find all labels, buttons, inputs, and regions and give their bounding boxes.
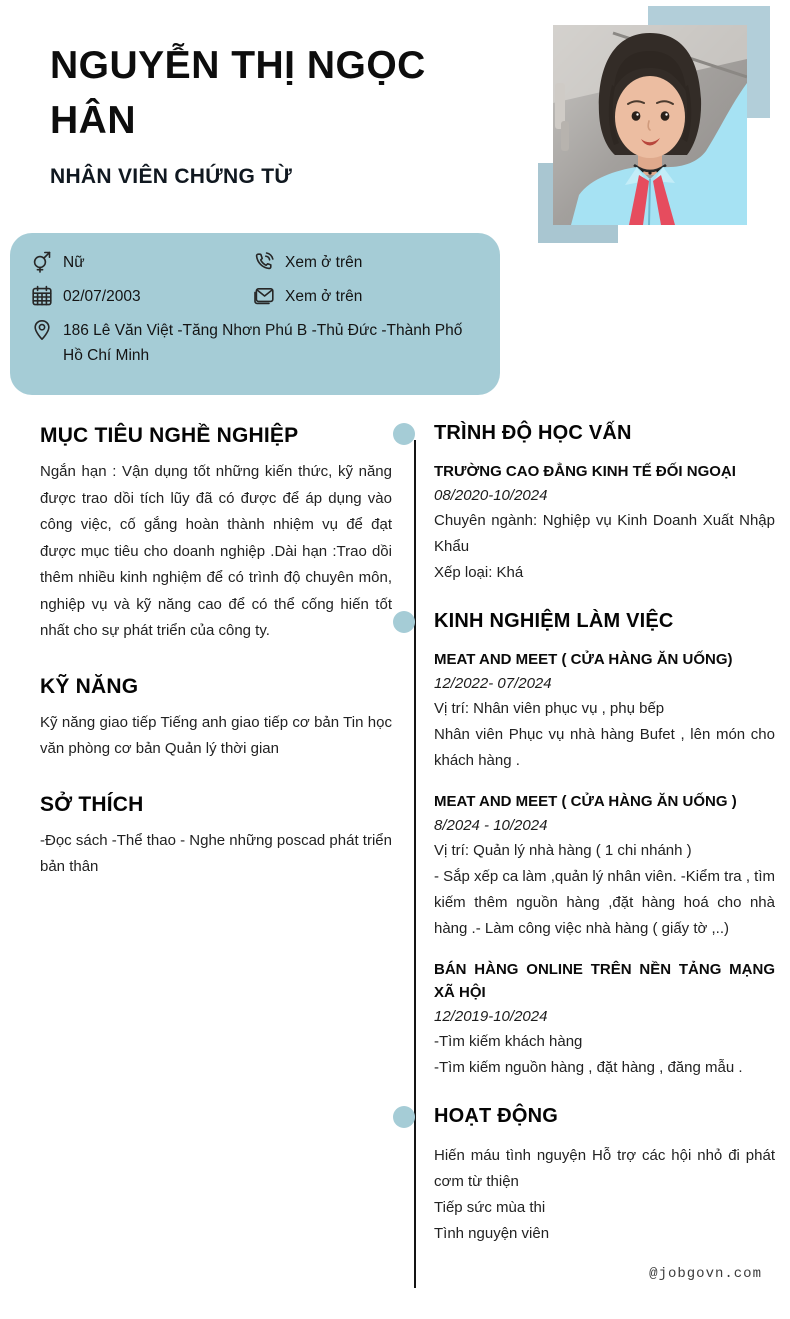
location-pin-icon <box>30 318 54 342</box>
contact-gender <box>30 250 252 275</box>
experience-dates: 8/2024 - 10/2024 <box>434 817 548 834</box>
right-column <box>434 422 775 1271</box>
education-dates: 08/2020-10/2024 <box>434 487 548 504</box>
phone-value: Xem ở trên <box>285 254 363 271</box>
activity-item: Hiến máu tình nguyện Hỗ trợ các hội nhỏ đi phát cơm từ thiện <box>434 1147 775 1190</box>
address-value: 186 Lê Văn Việt -Tăng Nhơn Phú B -Thủ Đức -Thành Phố Hồ Chí Minh <box>63 322 463 364</box>
section-hobbies <box>40 793 392 881</box>
company-name: MEAT AND MEET ( CỬA HÀNG ĂN UỐNG) <box>434 651 733 668</box>
experience-heading: KINH NGHIỆM LÀM VIỆC <box>434 610 674 632</box>
education-detail: Xếp loại: Khá <box>434 564 524 581</box>
experience-detail: -Tìm kiếm khách hàng <box>434 1033 583 1050</box>
experience-entry <box>434 648 775 774</box>
activities-heading: HOẠT ĐỘNG <box>434 1105 559 1127</box>
section-experience <box>434 610 775 1081</box>
experience-detail: - Sắp xếp ca làm ,quản lý nhân viên. -Kiểm tra , tìm kiếm thêm nguồn hàng ,đặt hàng hoá cho nhà hàng .- Làm công việc nhà hàng ( giấy tờ ,..) <box>434 868 775 937</box>
contact-birthday <box>30 284 252 309</box>
header <box>50 38 520 189</box>
hobbies-heading: SỞ THÍCH <box>40 792 144 816</box>
skills-heading: KỸ NĂNG <box>40 674 139 698</box>
mail-icon <box>252 284 276 308</box>
company-name: BÁN HÀNG ONLINE TRÊN NỀN TẢNG MẠNG XÃ HỘI <box>434 961 775 1001</box>
column-divider-line <box>414 440 416 1288</box>
section-skills <box>40 675 392 763</box>
school-name: TRƯỜNG CAO ĐẲNG KINH TẾ ĐỐI NGOẠI <box>434 463 736 480</box>
experience-entry <box>434 958 775 1081</box>
education-entry <box>434 460 775 586</box>
objective-heading: MỤC TIÊU NGHỀ NGHIỆP <box>40 424 299 447</box>
objective-body: Ngắn hạn : Vận dụng tốt những kiến thức, kỹ năng được trao dồi tích lũy đã có được để áp dụng vào công việc, cố gắng hoàn thành nhiệm vụ để đạt được mục tiêu cho doanh nghiệp .Dài hạn :Trao dồi thêm nhiều kinh nghiệm để có trình độ chuyên môn, nghiệp vụ và kỹ năng cao để có thể cống hiến tốt nhất cho sự phát triển của công ty. <box>40 463 392 639</box>
experience-detail: -Tìm kiếm nguồn hàng , đặt hàng , đăng mẫu . <box>434 1059 743 1076</box>
left-column <box>40 424 392 911</box>
education-heading: TRÌNH ĐỘ HỌC VẤN <box>434 422 632 444</box>
birthday-value: 02/07/2003 <box>63 288 141 305</box>
company-name: MEAT AND MEET ( CỬA HÀNG ĂN UỐNG ) <box>434 793 737 810</box>
contact-email <box>252 284 480 309</box>
activities-entry <box>434 1143 775 1247</box>
section-activities <box>434 1105 775 1247</box>
hobbies-body: -Đọc sách -Thể thao - Nghe những poscad phát triển bản thân <box>40 831 392 875</box>
section-education <box>434 422 775 586</box>
profile-photo <box>553 25 747 225</box>
education-detail: Chuyên ngành: Nghiệp vụ Kinh Doanh Xuất Nhập Khẩu <box>434 512 775 555</box>
experience-detail: Vị trí: Quản lý nhà hàng ( 1 chi nhánh ) <box>434 842 692 859</box>
candidate-name: NGUYỄN THỊ NGỌC HÂN <box>50 44 426 142</box>
calendar-icon <box>30 284 54 308</box>
candidate-job-title: NHÂN VIÊN CHỨNG TỪ <box>50 165 293 188</box>
phone-icon <box>252 250 276 274</box>
contact-address <box>30 318 480 368</box>
section-objective <box>40 424 392 645</box>
experience-dates: 12/2022- 07/2024 <box>434 675 552 692</box>
experience-entry <box>434 790 775 942</box>
gender-value: Nữ <box>63 254 85 271</box>
email-value: Xem ở trên <box>285 288 363 305</box>
gender-icon <box>30 250 54 274</box>
activity-item: Tiếp sức mùa thi <box>434 1199 546 1216</box>
contact-grid <box>30 250 480 377</box>
activity-item: Tình nguyện viên <box>434 1225 550 1242</box>
watermark: @jobgovn.com <box>649 1266 762 1282</box>
contact-phone <box>252 250 480 275</box>
experience-detail: Vị trí: Nhân viên phục vụ , phụ bếp <box>434 700 665 717</box>
skills-body: Kỹ năng giao tiếp Tiếng anh giao tiếp cơ bản Tin học văn phòng cơ bản Quản lý thời gian <box>40 713 392 757</box>
contact-card <box>10 233 500 395</box>
experience-detail: Nhân viên Phục vụ nhà hàng Bufet , lên món cho khách hàng . <box>434 726 775 769</box>
experience-dates: 12/2019-10/2024 <box>434 1008 548 1025</box>
